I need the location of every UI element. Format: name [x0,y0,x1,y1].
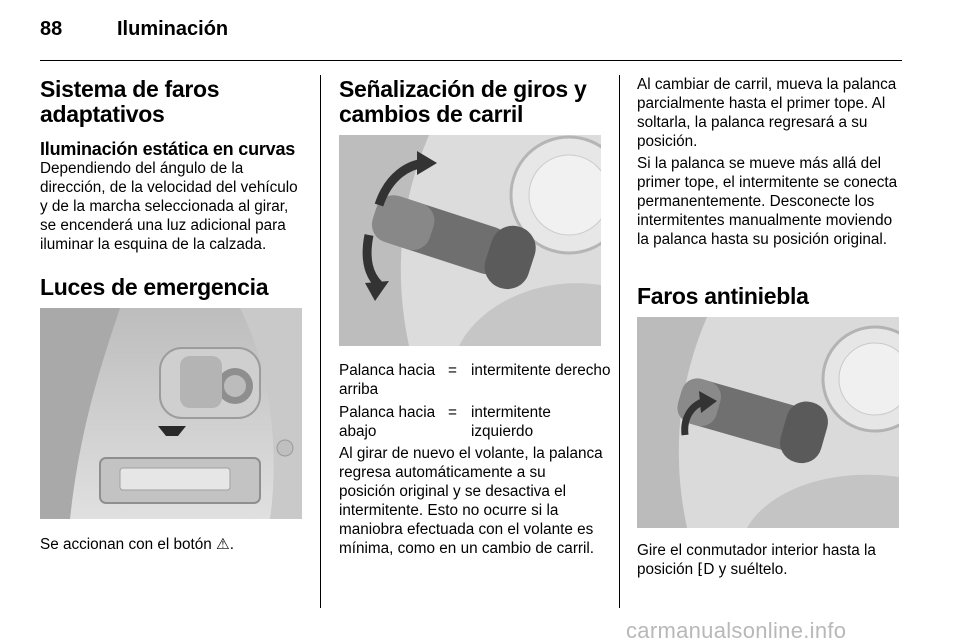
paragraph-cambio-carril: Al cambiar de carril, mueva la palanca parcialmente hasta el primer tope. Al soltarla, la palanca regresará a su posición. [637,76,897,150]
table-cell-sep: = [448,404,457,421]
turn-signal-lever-photo [339,135,601,346]
heading-senalizacion-giros: Señalización de giros y cambios de carril [339,76,587,127]
watermark: carmanualsonline.info [626,618,847,643]
table-row [339,361,614,403]
table-cell-sep: = [448,362,457,379]
column-divider-2 [619,75,620,608]
page-number: 88 [40,18,63,40]
fog-light-icon: ⁅D [697,561,715,578]
paragraph-volante: Al girar de nuevo el volante, la palanca regresa automáticamente a su posición original y se desactiva el intermitente. Esto no ocurre si la maniobra efectuada con el volante es mínima, como en un cambio de carril. [339,445,603,557]
hazard-button-photo [40,308,302,519]
paragraph-antiniebla: Gire el conmutador interior hasta la posición ⁅D y suéltelo. [637,542,876,578]
lever-table [339,361,614,445]
heading-luces-emergencia: Luces de emergencia [40,274,269,300]
heading-iluminacion-curvas: Iluminación estática en curvas [40,139,296,159]
heading-sistema-faros: Sistema de faros adaptativos [40,76,220,127]
section-title: Iluminación [117,18,229,40]
table-row [339,403,614,445]
table-cell-label: Palanca hacia arriba [339,362,436,398]
fog-light-switch-photo [637,317,899,528]
paragraph-emergencia: Se accionan con el botón ⚠. [40,536,235,553]
table-cell-label: Palanca hacia abajo [339,404,436,440]
column-divider-1 [320,75,321,608]
hazard-icon: ⚠ [216,536,230,553]
header-rule [40,60,902,61]
paragraph-curvas: Dependiendo del ángulo de la dirección, de la velocidad del vehículo y de la marcha seleccionada al girar, se encenderá una luz adicional para iluminar la esquina de la calzada. [40,160,298,253]
table-cell-value: intermitente izquierdo [471,404,551,440]
table-cell-value: intermitente derecho [471,362,611,379]
paragraph-mas-alla: Si la palanca se mueve más allá del primer tope, el intermitente se conecta permanentemente. Desconecte los intermitentes manualmente moviendo la palanca hasta su posición original. [637,155,898,248]
heading-faros-antiniebla: Faros antiniebla [637,283,809,309]
